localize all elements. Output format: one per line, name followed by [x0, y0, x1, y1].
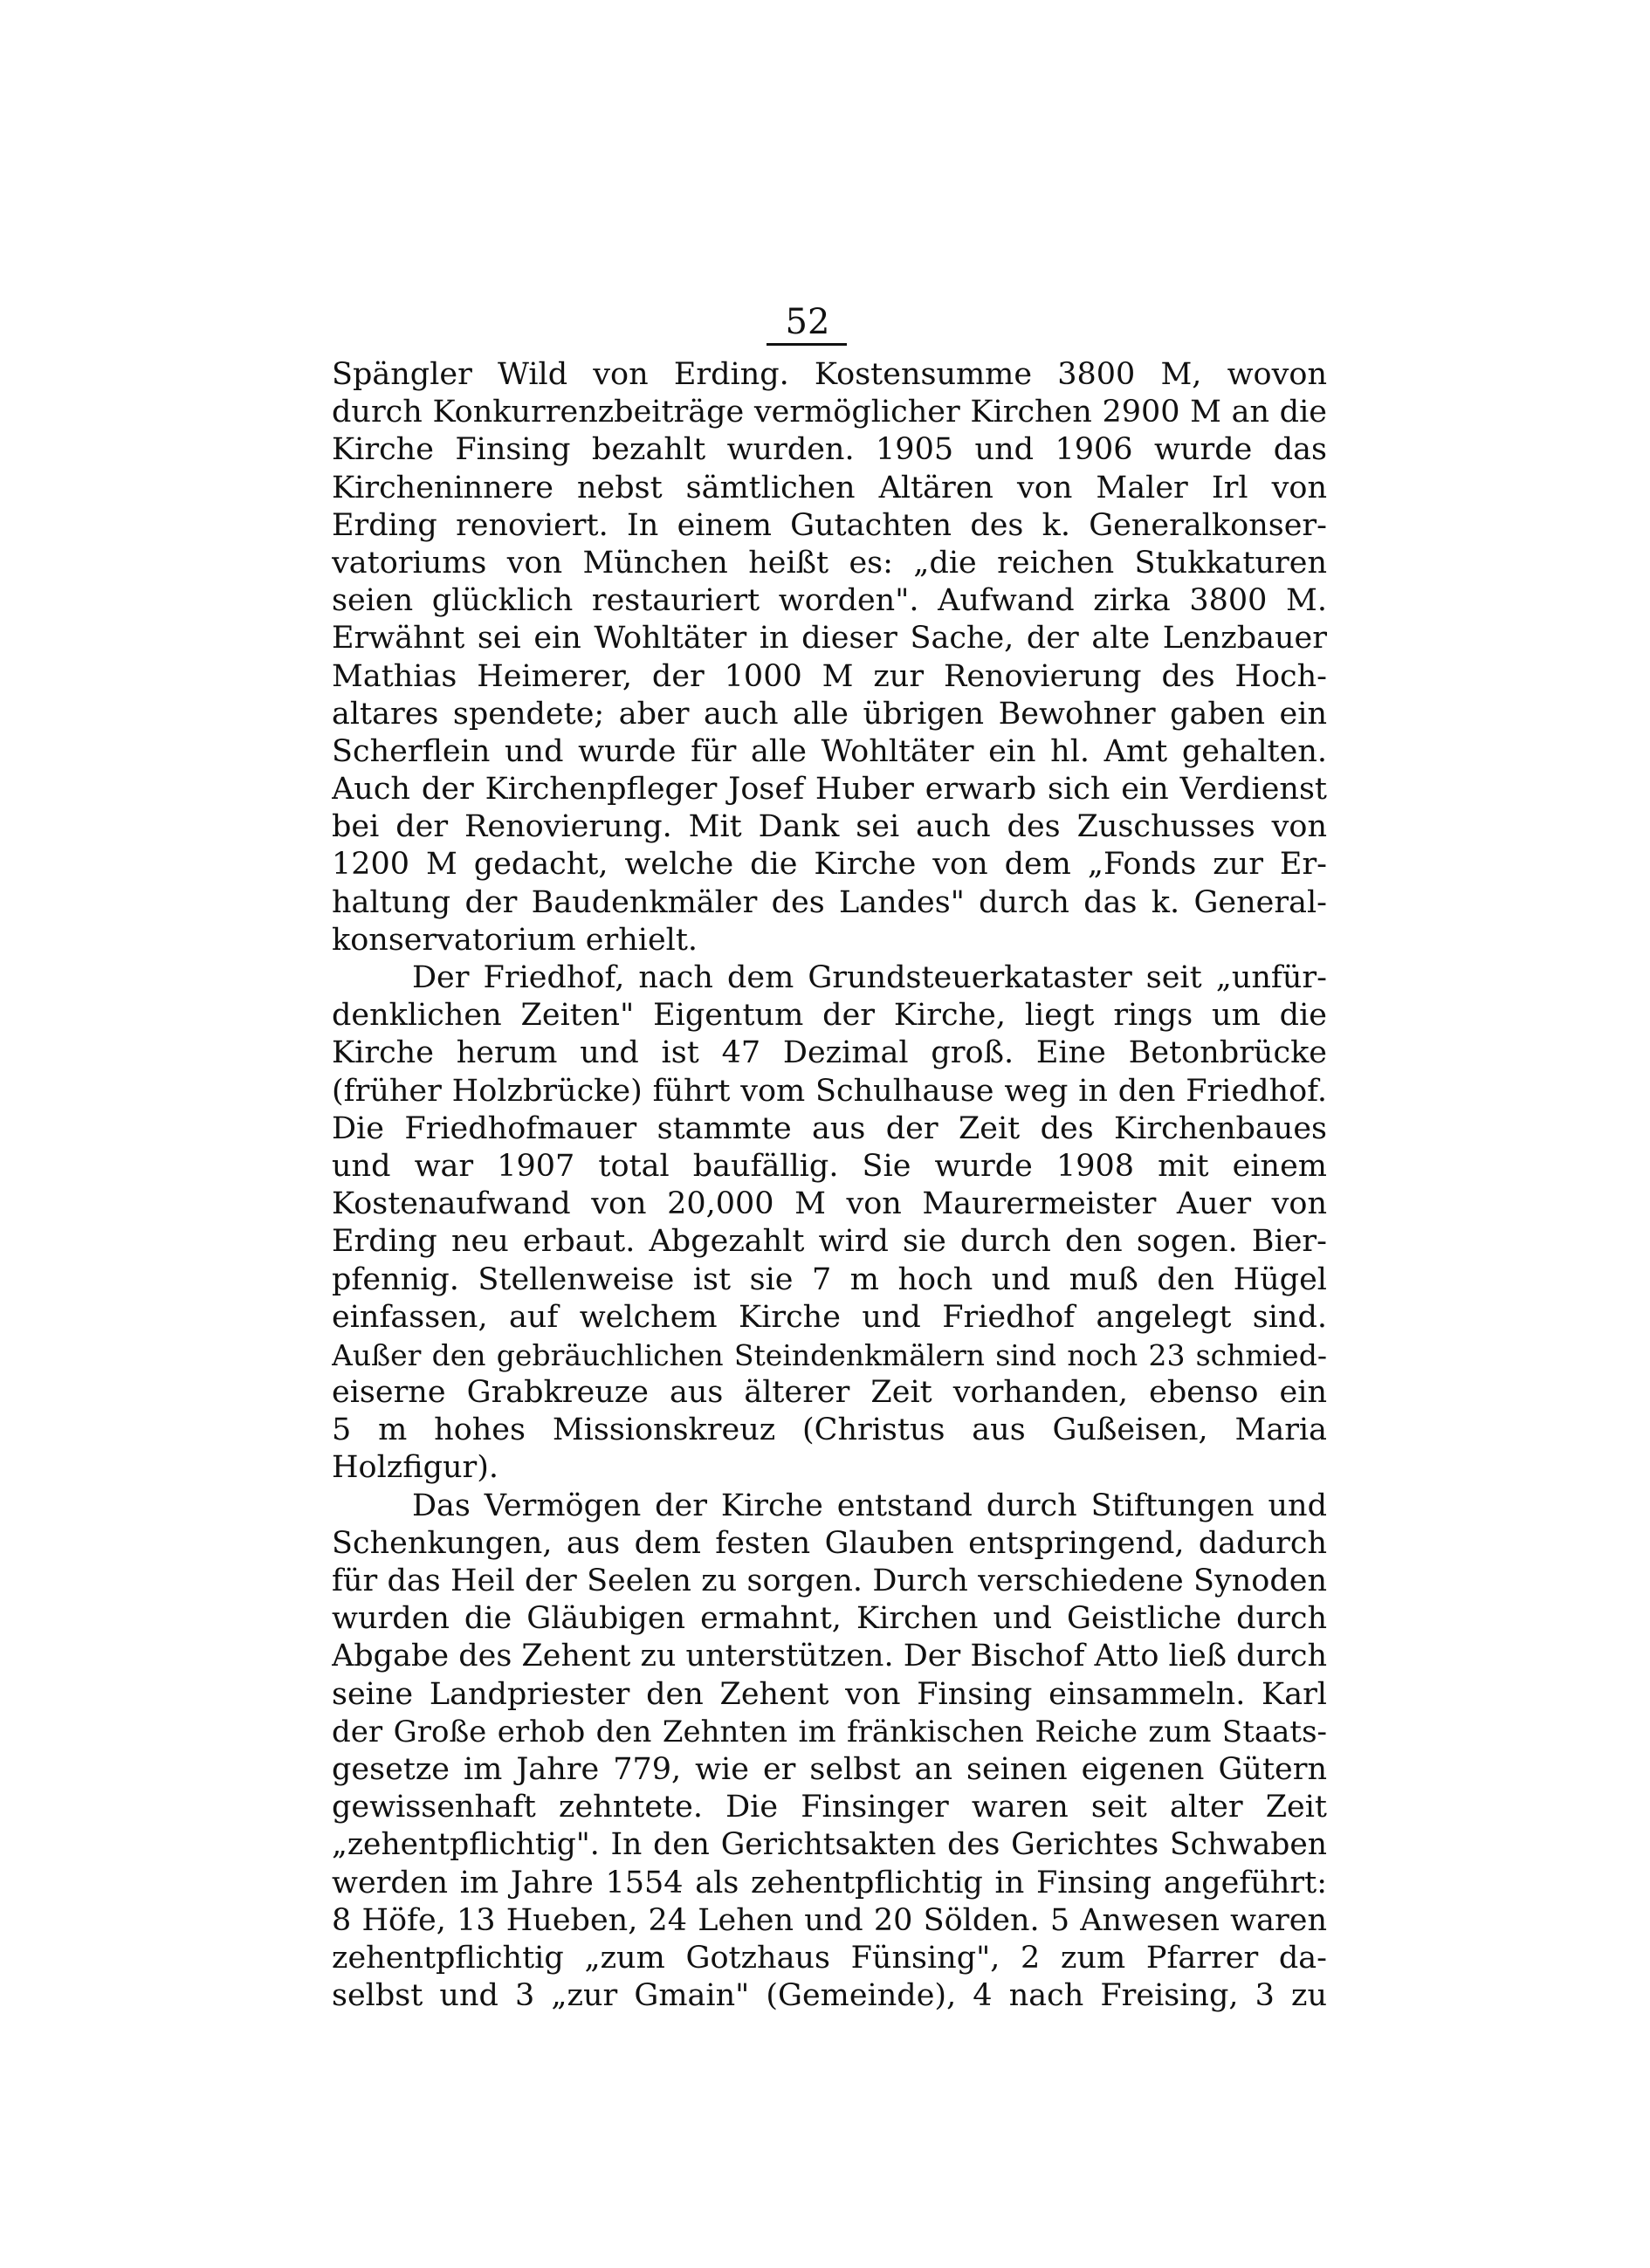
- text-line: Erding renoviert. In einem Gutachten des k. Generalkonser-: [332, 507, 1327, 543]
- text-line: durch Konkurrenzbeiträge vermöglicher Kirchen 2900 M an die: [332, 395, 1327, 430]
- page-number: 52: [785, 302, 830, 342]
- text-line: haltung der Baudenkmäler des Landes" durch das k. General-: [332, 884, 1327, 920]
- text-line: bei der Renovierung. Mit Dank sei auch des Zuschusses von: [332, 809, 1327, 845]
- text-line: Spängler Wild von Erding. Kostensumme 3800 M, wovon: [332, 357, 1327, 392]
- text-line: gesetze im Jahre 779, wie er selbst an seinen eigenen Gütern: [332, 1751, 1327, 1787]
- text-line: Kostenaufwand von 20,000 M von Maurermeister Auer von: [332, 1186, 1327, 1222]
- text-line: Auch der Kirchenpfleger Josef Huber erwarb sich ein Verdienst: [332, 772, 1327, 808]
- text-line: zehentpflichtig „zum Gotzhaus Fünsing", 2 zum Pfarrer da-: [332, 1940, 1327, 1976]
- text-line: denklichen Zeiten" Eigentum der Kirche, liegt rings um die: [332, 998, 1327, 1034]
- text-line: konservatorium erhielt.: [332, 922, 698, 958]
- text-line: Abgabe des Zehent zu unterstützen. Der Bischof Atto ließ durch: [332, 1639, 1327, 1674]
- text-line: Holzfigur).: [332, 1450, 499, 1486]
- text-line: einfassen, auf welchem Kirche und Friedhof angelegt sind.: [332, 1299, 1327, 1335]
- text-line: 8 Höfe, 13 Hueben, 24 Lehen und 20 Sölden. 5 Anwesen waren: [332, 1902, 1327, 1938]
- text-line: werden im Jahre 1554 als zehentpflichtig in Finsing angeführt:: [332, 1865, 1327, 1900]
- text-line: seien glücklich restauriert worden". Aufwand zirka 3800 M.: [332, 583, 1327, 619]
- text-line: der Große erhob den Zehnten im fränkischen Reiche zum Staats-: [332, 1714, 1327, 1749]
- text-line: Mathias Heimerer, der 1000 M zur Renovierung des Hoch-: [332, 658, 1327, 694]
- text-line: Kirche Finsing bezahlt wurden. 1905 und 1906 wurde das: [332, 432, 1327, 468]
- text-line: für das Heil der Seelen zu sorgen. Durch verschiedene Synoden: [332, 1564, 1327, 1598]
- text-line: wurden die Gläubigen ermahnt, Kirchen und Geistliche durch: [332, 1601, 1327, 1637]
- text-line: altares spendete; aber auch alle übrigen Bewohner gaben ein: [332, 696, 1327, 732]
- body-text: [332, 356, 1327, 2015]
- text-line: vatoriums von München heißt es: „die reichen Stukkaturen: [332, 545, 1327, 581]
- text-line: Erding neu erbaut. Abgezahlt wird sie durch den sogen. Bier-: [332, 1224, 1327, 1260]
- text-line: pfennig. Stellenweise ist sie 7 m hoch und muß den Hügel: [332, 1261, 1327, 1297]
- text-line: selbst und 3 „zur Gmain" (Gemeinde), 4 nach Freising, 3 zu: [332, 1978, 1327, 2014]
- text-line: Kirche herum und ist 47 Dezimal groß. Eine Betonbrücke: [332, 1035, 1327, 1071]
- text-line: gewissenhaft zehntete. Die Finsinger waren seit alter Zeit: [332, 1790, 1327, 1825]
- text-line: Außer den gebräuchlichen Steindenkmälern sind noch 23 schmied-: [332, 1337, 1327, 1372]
- text-line: und war 1907 total baufällig. Sie wurde 1908 mit einem: [332, 1148, 1327, 1184]
- text-line: 1200 M gedacht, welche die Kirche von dem „Fonds zur Er-: [332, 847, 1327, 883]
- text-line: Schenkungen, aus dem festen Glauben entspringend, dadurch: [332, 1525, 1327, 1561]
- text-line: Scherflein und wurde für alle Wohltäter ein hl. Amt gehalten.: [332, 733, 1327, 769]
- text-line: Der Friedhof, nach dem Grundsteuerkataster seit „unfür-: [412, 960, 1327, 995]
- text-line: eiserne Grabkreuze aus älterer Zeit vorhanden, ebenso ein: [332, 1375, 1327, 1411]
- text-line: (früher Holzbrücke) führt vom Schulhause weg in den Friedhof.: [332, 1073, 1327, 1109]
- text-line: seine Landpriester den Zehent von Finsing einsammeln. Karl: [332, 1676, 1327, 1712]
- text-line: Die Friedhofmauer stammte aus der Zeit des Kirchenbaues: [332, 1110, 1327, 1146]
- text-line: Erwähnt sei ein Wohltäter in dieser Sache, der alte Lenzbauer: [332, 621, 1327, 656]
- text-line: 5 m hohes Missionskreuz (Christus aus Gußeisen, Maria: [332, 1412, 1327, 1448]
- text-line: „zehentpflichtig". In den Gerichtsakten des Gerichtes Schwaben: [332, 1827, 1327, 1863]
- page-number-underline: [767, 343, 847, 346]
- text-line: Kircheninnere nebst sämtlichen Altären von Maler Irl von: [332, 470, 1327, 505]
- text-line: Das Vermögen der Kirche entstand durch Stiftungen und: [412, 1488, 1327, 1523]
